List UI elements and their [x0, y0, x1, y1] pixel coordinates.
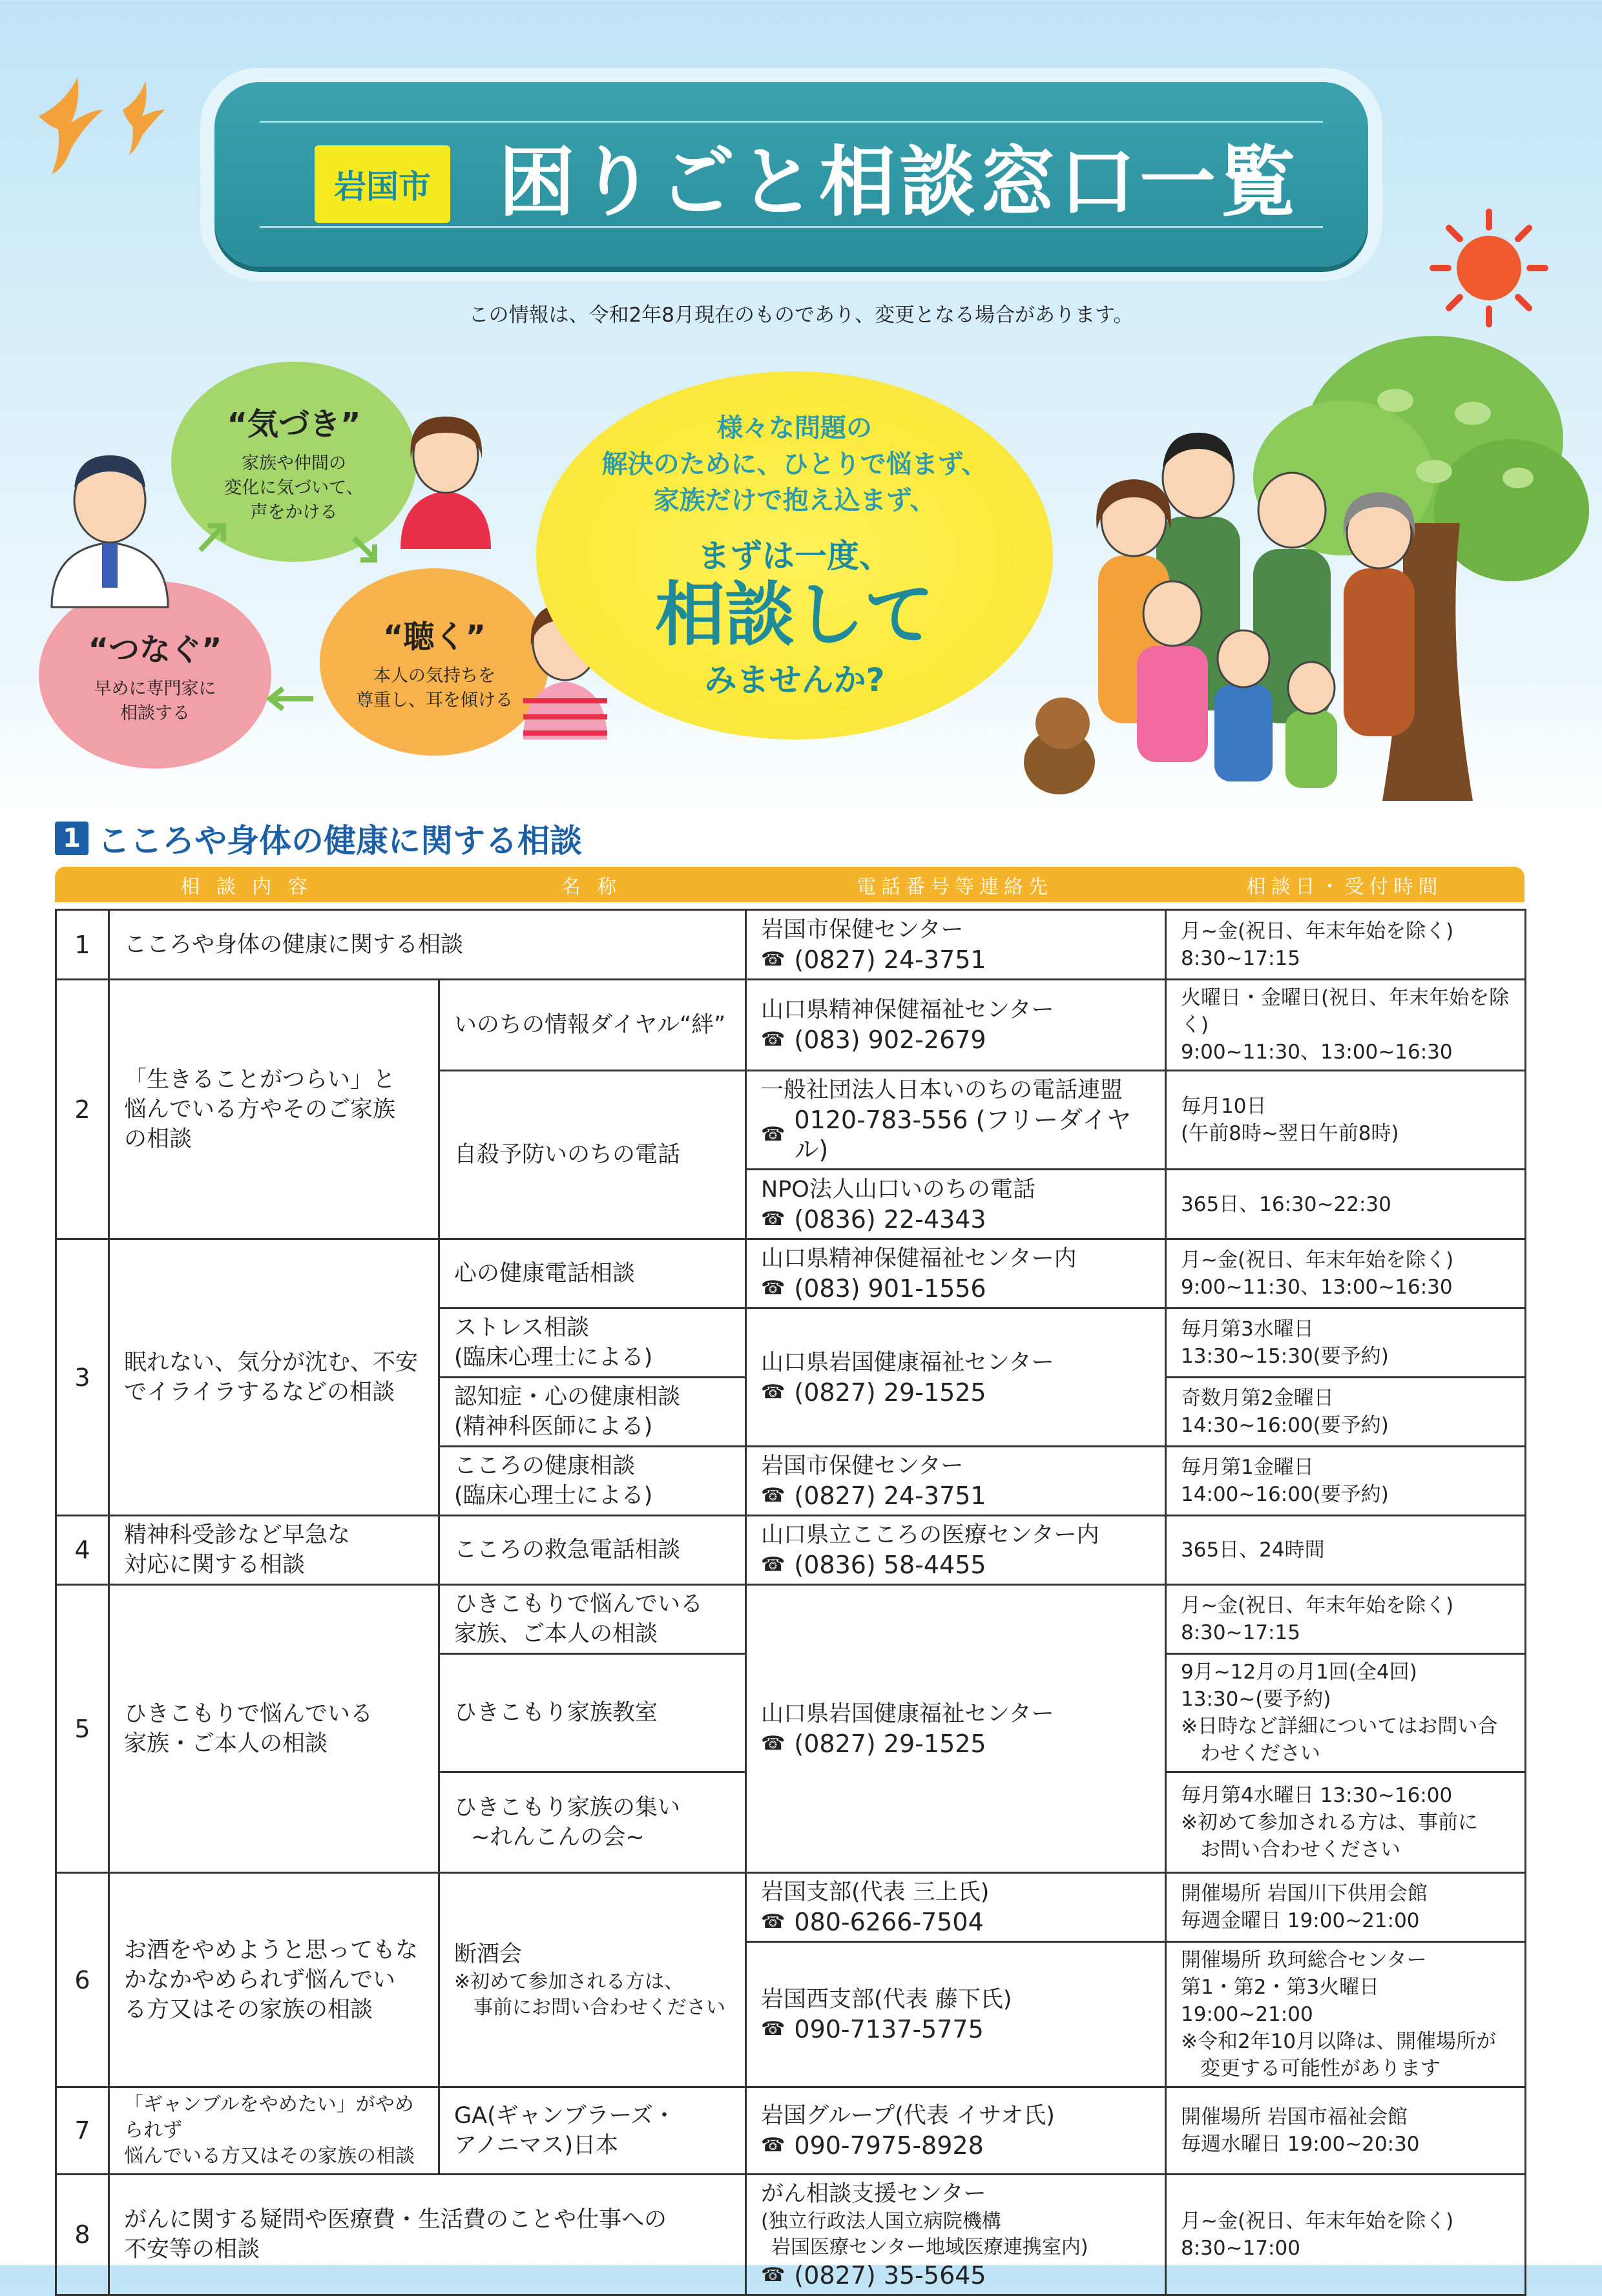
- row-number: 7: [56, 2087, 109, 2175]
- service-name: [439, 1447, 746, 1516]
- content-line: がんに関する疑問や医療費・生活費のことや仕事への: [124, 2207, 667, 2233]
- phone-icon: ☎: [761, 2134, 785, 2156]
- section-heading: [55, 815, 582, 862]
- content-line: 対応に関する相談: [124, 1552, 306, 1578]
- content-line: の相談: [124, 1126, 192, 1152]
- hours-line: 月~金(祝日、年末年始を除く): [1181, 2209, 1454, 2233]
- service-name: こころの救急電話相談: [439, 1516, 746, 1585]
- hours-line: ※令和2年10月以降は、開催場所が: [1181, 2030, 1497, 2053]
- hours-line: 365日、24時間: [1181, 1538, 1325, 1562]
- content-line: お酒をやめようと思ってもな: [124, 1937, 419, 1963]
- family-tree-illustration: [982, 310, 1589, 827]
- contact-cell: [746, 1071, 1166, 1170]
- cycle-desc: 尊重し、耳を傾ける: [356, 690, 513, 710]
- table-body: [55, 909, 1526, 2296]
- content-line: る方又はその家族の相談: [124, 1996, 373, 2023]
- name-line: ひきこもり家族の集い: [454, 1794, 681, 1821]
- hours-line: 月~金(祝日、年末年始を除く): [1181, 919, 1454, 943]
- phone-number[interactable]: (0836) 22-4343: [794, 1205, 986, 1234]
- table-row: [56, 1873, 1526, 1942]
- service-name: [439, 1308, 746, 1378]
- contact-org: 岩国グループ(代表 イサオ氏): [761, 2103, 1055, 2129]
- table-row: [56, 980, 1526, 1071]
- content-line: 悩んでいる方又はその家族の相談: [124, 2145, 415, 2167]
- hours-line: 9:00~11:30、13:00~16:30: [1181, 1040, 1453, 1064]
- title-band: [200, 68, 1382, 281]
- hours-line: 13:30~(要予約): [1181, 1688, 1331, 1711]
- phone-number[interactable]: (0827) 29-1525: [794, 1729, 986, 1758]
- table-row: [56, 1585, 1526, 1654]
- hours-line: 毎月第3水曜日: [1181, 1318, 1314, 1341]
- hours-cell: [1166, 1516, 1526, 1585]
- message-line: 様々な問題の: [717, 413, 872, 443]
- phone-icon: ☎: [761, 1553, 785, 1576]
- contact-org: 岩国市保健センター: [761, 1453, 964, 1479]
- section-number: 1: [55, 822, 88, 855]
- phone-icon: ☎: [761, 1484, 785, 1507]
- phone-icon: ☎: [761, 1277, 785, 1299]
- service-name: ひきこもり家族教室: [439, 1654, 746, 1772]
- hours-cell: [1166, 1772, 1526, 1873]
- hours-line: わせください: [1200, 1742, 1321, 1765]
- hours-line: ※日時など詳細についてはお問い合: [1181, 1715, 1498, 1738]
- hours-line: 9月~12月の月1回(全4回): [1181, 1660, 1417, 1684]
- row-number: 6: [56, 1873, 109, 2087]
- hours-line: 変更する可能性があります: [1200, 2057, 1441, 2080]
- content-line: 家族・ご本人の相談: [124, 1730, 328, 1757]
- phone-number[interactable]: (0827) 24-3751: [794, 945, 986, 974]
- hours-line: 365日、16:30~22:30: [1181, 1192, 1391, 1216]
- hours-cell: [1166, 1585, 1526, 1654]
- hours-cell: [1166, 1170, 1526, 1239]
- contact-org: 岩国西支部(代表 藤下氏): [761, 1987, 1012, 2012]
- row-content: [109, 1585, 439, 1873]
- hours-line: 毎月第4水曜日 13:30~16:00: [1181, 1783, 1453, 1807]
- contact-org: 一般社団法人日本いのちの電話連盟: [761, 1077, 1123, 1103]
- page-title: 困りごと相談窓口一覧: [499, 138, 1300, 227]
- title-panel: [214, 82, 1368, 267]
- hours-line: 開催場所 玖珂総合センター: [1181, 1949, 1427, 1972]
- contact-org: 山口県精神保健福祉センター: [761, 997, 1054, 1023]
- contact-cell: [746, 1585, 1166, 1873]
- row-content: [109, 1239, 439, 1516]
- table-row: [56, 1239, 1526, 1308]
- hours-line: ※初めて参加される方は、事前に: [1181, 1810, 1478, 1834]
- phone-icon: ☎: [761, 1732, 785, 1755]
- header-name: 名 称: [561, 875, 622, 898]
- service-name: [439, 2087, 746, 2175]
- contact-org-detail: 岩国医療センター地域医療連携室内): [771, 2236, 1088, 2259]
- row-number: 3: [56, 1239, 109, 1516]
- hours-cell: [1166, 1239, 1526, 1308]
- section-title: こころや身体の健康に関する相談: [98, 822, 582, 860]
- hours-cell: [1166, 1308, 1526, 1378]
- header-contact: 電話番号等連絡先: [857, 875, 1053, 898]
- hours-cell: [1166, 1654, 1526, 1772]
- doctor-illustration: [39, 446, 181, 607]
- phone-number[interactable]: (083) 901-1556: [794, 1274, 986, 1303]
- phone-icon: ☎: [761, 1123, 785, 1146]
- hours-line: 8:30~17:15: [1181, 1621, 1300, 1644]
- table-header: [55, 867, 1524, 902]
- message-question: みませんか?: [704, 661, 885, 699]
- hours-line: 奇数月第2金曜日: [1181, 1387, 1334, 1410]
- hours-line: 開催場所 岩国市福祉会館: [1181, 2105, 1408, 2129]
- row-content: [109, 1516, 439, 1585]
- phone-number[interactable]: 0120-783-556 (フリーダイヤル): [794, 1106, 1132, 1164]
- content-line: かなかやめられず悩んでい: [124, 1967, 396, 1993]
- consultation-table: [55, 867, 1524, 2296]
- service-name: [439, 1772, 746, 1873]
- contact-cell: [746, 980, 1166, 1071]
- row-content: [109, 1873, 439, 2087]
- message-line: 家族だけで抱え込まず、: [653, 486, 936, 515]
- content-line: でイライラするなどの相談: [124, 1379, 395, 1405]
- name-line: GA(ギャンブラーズ・: [454, 2103, 676, 2129]
- name-line: 家族、ご本人の相談: [454, 1621, 658, 1647]
- contact-cell: [746, 1942, 1166, 2087]
- contact-org: 山口県岩国健康福祉センター: [761, 1349, 1054, 1376]
- service-name: [439, 1873, 746, 2087]
- name-line: ストレス相談: [454, 1315, 589, 1341]
- table-row: [56, 910, 1526, 980]
- birds-illustration: [26, 65, 181, 187]
- contact-cell: [746, 910, 1166, 980]
- hours-line: 毎月第1金曜日: [1181, 1456, 1314, 1479]
- service-name: [439, 1378, 746, 1447]
- message-first: まずは一度、: [698, 537, 891, 575]
- hours-cell: [1166, 2175, 1526, 2295]
- cycle-title: “気づき”: [227, 406, 361, 442]
- phone-number[interactable]: 090-7137-5775: [794, 2015, 984, 2043]
- content-line: 「生きることがつらい」と: [124, 1066, 396, 1093]
- cycle-desc: 早めに専門家に: [94, 678, 216, 699]
- name-line: アノニマス)日本: [454, 2133, 619, 2158]
- row-number: 1: [56, 910, 109, 980]
- phone-number[interactable]: (083) 902-2679: [794, 1026, 986, 1054]
- service-name: [439, 1585, 746, 1654]
- name-line: こころの健康相談: [454, 1453, 636, 1479]
- contact-org: 岩国支部(代表 三上氏): [761, 1879, 990, 1905]
- hours-line: 毎月10日: [1181, 1095, 1267, 1118]
- title-divider: [260, 121, 1323, 123]
- hours-line: 8:30~17:00: [1181, 2237, 1300, 2260]
- message-big: 相談して: [654, 575, 934, 656]
- name-line: (精神科医師による): [454, 1414, 653, 1440]
- content-line: 精神科受診など早急な: [124, 1522, 351, 1548]
- contact-org: 山口県立こころの医療センター内: [761, 1522, 1099, 1548]
- cycle-desc: 本人の気持ちを: [373, 665, 495, 686]
- cycle-tsunagu: [39, 581, 271, 769]
- hours-cell: [1166, 980, 1526, 1071]
- phone-number[interactable]: (0827) 35-5645: [794, 2261, 986, 2290]
- phone-icon: ☎: [761, 1910, 785, 1933]
- service-name: 自殺予防いのちの電話: [439, 1071, 746, 1239]
- phone-number[interactable]: (0827) 29-1525: [794, 1378, 986, 1407]
- message-line: 解決のために、ひとりで悩まず、: [601, 450, 988, 479]
- hours-line: 14:30~16:00(要予約): [1181, 1414, 1389, 1437]
- contact-cell: [746, 1516, 1166, 1585]
- table-row: [56, 2175, 1526, 2295]
- phone-number[interactable]: (0836) 58-4455: [794, 1551, 986, 1579]
- service-name: 心の健康電話相談: [439, 1239, 746, 1308]
- content-line: ひきこもりで悩んでいる: [124, 1701, 373, 1727]
- name-line: 認知症・心の健康相談: [454, 1384, 681, 1410]
- row-number: 8: [56, 2175, 109, 2295]
- contact-org: NPO法人山口いのちの電話: [761, 1176, 1035, 1203]
- header-hours: 相談日・受付時間: [1246, 875, 1443, 898]
- phone-number[interactable]: 090-7975-8928: [794, 2131, 984, 2160]
- hours-line: 毎週水曜日 19:00~20:30: [1181, 2133, 1420, 2156]
- contact-org: がん相談支援センター: [761, 2181, 986, 2207]
- name-note: ※初めて参加される方は、: [454, 1970, 684, 1993]
- contact-org: 山口県岩国健康福祉センター: [761, 1701, 1054, 1727]
- row-content: こころや身体の健康に関する相談: [109, 910, 746, 980]
- phone-icon: ☎: [761, 2264, 785, 2286]
- row-content: [109, 2175, 746, 2295]
- cycle-desc: 家族や仲間の: [242, 453, 346, 473]
- table-row: [56, 1516, 1526, 1585]
- cycle-title: “聴く”: [382, 618, 486, 655]
- service-name: いのちの情報ダイヤル“絆”: [439, 980, 746, 1071]
- name-line: 断酒会: [454, 1941, 523, 1967]
- hours-cell: [1166, 1447, 1526, 1516]
- row-number: 2: [56, 980, 109, 1239]
- cycle-desc: 変化に気づいて、: [224, 477, 364, 498]
- contact-cell: [746, 2087, 1166, 2175]
- cycle-desc: 相談する: [120, 703, 190, 723]
- content-line: 不安等の相談: [124, 2237, 260, 2262]
- row-content: [109, 2087, 439, 2175]
- hours-cell: [1166, 1873, 1526, 1942]
- hours-cell: [1166, 1378, 1526, 1447]
- cycle-title: “つなぐ”: [88, 631, 222, 668]
- cycle-arrow-icon: [265, 686, 317, 712]
- message-bubble: [536, 371, 1053, 739]
- hours-line: 毎週金曜日 19:00~21:00: [1181, 1909, 1420, 1932]
- cycle-arrow-icon: [194, 517, 233, 555]
- name-line: (臨床心理士による): [454, 1345, 653, 1370]
- name-line: ~れんこんの会~: [471, 1824, 645, 1850]
- phone-number[interactable]: (0827) 24-3751: [794, 1482, 986, 1510]
- contact-cell: [746, 1873, 1166, 1942]
- content-line: 悩んでいる方やそのご家族: [124, 1096, 396, 1122]
- contact-cell: [746, 1239, 1166, 1308]
- hours-line: 14:00~16:00(要予約): [1181, 1483, 1389, 1506]
- hours-line: お問い合わせください: [1200, 1837, 1401, 1861]
- row-number: 4: [56, 1516, 109, 1585]
- contact-org-detail: (独立行政法人国立病院機構: [761, 2210, 1001, 2233]
- notice-text: この情報は、令和2年8月現在のものであり、変更となる場合があります。: [468, 304, 1134, 327]
- row-number: 5: [56, 1585, 109, 1873]
- phone-icon: ☎: [761, 2018, 785, 2040]
- hours-cell: [1166, 1942, 1526, 2087]
- cycle-desc: 声をかける: [250, 502, 338, 522]
- name-line: ひきこもりで悩んでいる: [454, 1591, 703, 1617]
- phone-icon: ☎: [761, 1207, 785, 1230]
- hours-line: 13:30~15:30(要予約): [1181, 1345, 1389, 1368]
- contact-org: 山口県精神保健福祉センター内: [761, 1246, 1077, 1272]
- hours-line: 火曜日・金曜日(祝日、年末年始を除く): [1181, 986, 1510, 1037]
- row-content: [109, 980, 439, 1239]
- woman-illustration: [388, 407, 504, 549]
- content-line: 「ギャンブルをやめたい」がやめられず: [124, 2093, 414, 2142]
- contact-cell: [746, 2175, 1166, 2295]
- name-line: (臨床心理士による): [454, 1483, 653, 1509]
- contact-org: 岩国市保健センター: [761, 916, 964, 943]
- hours-line: 開催場所 岩国川下供用会館: [1181, 1882, 1428, 1905]
- table-row: [56, 2087, 1526, 2175]
- contact-cell: [746, 1308, 1166, 1447]
- hours-cell: [1166, 910, 1526, 980]
- hours-line: (午前8時~翌日午前8時): [1181, 1122, 1399, 1145]
- phone-number[interactable]: 080-6266-7504: [794, 1908, 984, 1936]
- hours-line: 月~金(祝日、年末年始を除く): [1181, 1594, 1454, 1617]
- phone-icon: ☎: [761, 1380, 785, 1403]
- hours-line: 8:30~17:15: [1181, 946, 1300, 970]
- hours-cell: [1166, 2087, 1526, 2175]
- name-note: 事前にお問い合わせください: [473, 1996, 725, 2019]
- content-line: 眠れない、気分が沈む、不安: [124, 1349, 419, 1376]
- contact-cell: [746, 1170, 1166, 1239]
- contact-cell: [746, 1447, 1166, 1516]
- phone-icon: ☎: [761, 947, 785, 971]
- city-badge: 岩国市: [315, 145, 450, 223]
- phone-icon: ☎: [761, 1028, 785, 1051]
- cycle-arrow-icon: [349, 533, 388, 572]
- hours-line: 9:00~11:30、13:00~16:30: [1181, 1276, 1453, 1299]
- hours-line: 第1・第2・第3火曜日 19:00~21:00: [1181, 1976, 1380, 2026]
- hours-line: 月~金(祝日、年末年始を除く): [1181, 1248, 1454, 1272]
- header-content: 相 談 内 容: [180, 875, 313, 898]
- hours-cell: [1166, 1071, 1526, 1170]
